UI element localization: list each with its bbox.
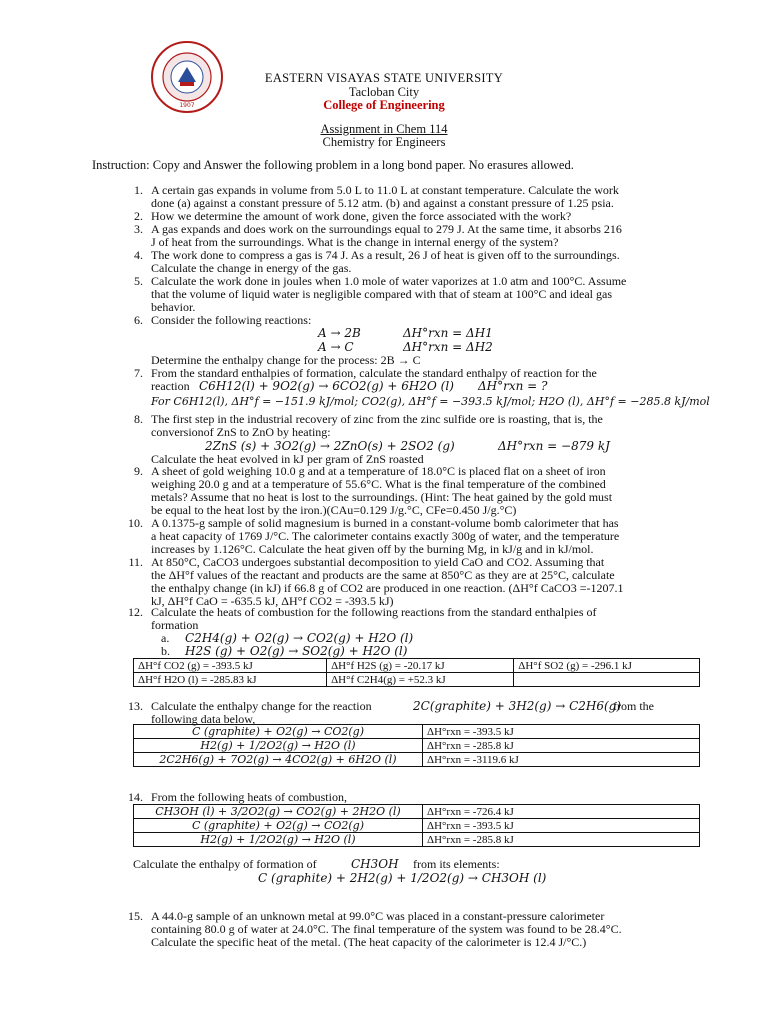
heats-of-combustion-table: [133, 804, 700, 847]
formation-data: For C6H12(l), ΔH°f = −151.9 kJ/mol; CO2(g), ΔH°f = −393.5 kJ/mol; H2O (l), ΔH°f = −285.8 kJ/mol: [151, 395, 710, 408]
table-row: ΔH°f H2O (l) = -285.83 kJ ΔH°f C2H4(g) = +52.3 kJ: [134, 673, 700, 687]
document-page: 1907 EASTERN VISAYAS STATE UNIVERSITY Tacloban City College of Engineering Assignment in Chem 114 Chemistry for Engineers Instruction: Copy and Answer the following problem in a long bond paper. No erasures allowed. 1. A certain gas expands in volume from 5.0 L to 11.0 L at constant temperature. Calculate the work done (a) against a constant pressure of 5.12 atm. (b) and against a constant pressure of 1.25 psia. 2. How we determine the amount of work done, given the force associated with the work? 3. A gas expands and does work on the surroundings equal to 279 J. At the same time, it absorbs 216 J of heat from the surroundings. What is the change in internal energy of the system? 4. The work done to compress a gas is 74 J. As a result, 26 J of heat is given off to the surroundings. Calculate the change in energy of the gas. 5. Calculate the work done in joules when 1.0 mole of water vaporizes at 1.0 atm and 100°C. Assume that the volume of liquid water is negligible compared with that of steam at 100°C and ideal gas behavior. 6. Consider the following reactions: A → 2B ΔH°rxn = ΔH1 A → C ΔH°rxn = ΔH2 Determine the enthalpy change for the process: 2B → C 7. From the standard enthalpies of formation, calculate the standard enthalpy of reaction for the reaction C6H12(l) + 9O2(g) → 6CO2(g) + 6H2O (l) ΔH°rxn = ? For C6H12(l), ΔH°f = −151.9 kJ/mol; CO2(g), ΔH°f = −393.5 kJ/mol; H2O (l), ΔH°f = −285.8 kJ/mol 8. The first step in the industrial recovery of zinc from the zinc sulfide ore is roasting, that is, the conversionof ZnS to ZnO by heating: 2ZnS (s) + 3O2(g) → 2ZnO(s) + 2SO2 (g) ΔH°rxn = −879 kJ Calculate the heat evolved in kJ per gram of ZnS roasted 9. A sheet of gold weighing 10.0 g and at a temperature of 18.0°C is placed flat on a sheet of iron weighing 20.0 g and at a temperature of 55.6°C. What is the final temperature of the combined metals? Assume that no heat is lost to the surroundings. (Hint: The heat gained by the gold must be equal to the heat lost by the iron.)(CAu=0.129 J/g.°C, CFe=0.450 J/g.°C) 10. A 0.1375-g sample of solid magnesium is burned in a constant-volume bomb calorimeter that has a heat capacity of 1769 J/°C. The calorimeter contains exactly 300g of water, and the temperature increases by 1.126°C. Calculate the heat given off by the burning Mg, in kJ/g and in kJ/mol. 11. At 850°C, CaCO3 undergoes substantial decomposition to yield CaO and CO2. Assuming that the ΔH°f values of the reactant and products are the same at 850°C as they are at 25°C, calculate the enthalpy change (in kJ) if 66.8 g of CO2 are produced in one reaction. (ΔH°f CaCO3 =-1207.1 kJ, ΔH°f CaO = -635.5 kJ, ΔH°f CO2 = -393.5 kJ) 12. Calculate the heats of combustion for the following reactions from the standard enthalpies of formation a. C2H4(g) + O2(g) → CO2(g) + H2O (l) b. H2S (g) + O2(g) → SO2(g) + H2O (l) ΔH°f CO2 (g) = -393.5 kJ ΔH°f H2S (g) = -20.17 kJ ΔH°f SO2 (g) = -296.1 kJ ΔH°f H2O (l) = -285.83 kJ ΔH°f C2H4(g) = +52.3 kJ 13. Calculate the enthalpy change for the reaction 2C(graphite) + 3H2(g) → C2H6(g) from the following data below, C (graphite) + O2(g) → CO2(g) ΔH°rxn = -393.5 kJ H2(g) + 1/2O2(g) → H2O (l) ΔH°rxn = -285.8 kJ 2C2H6(g) + 7O2(g) → 4CO2(g) + 6H2O (l) ΔH°rxn = -3119.6 kJ 14. From the following heats of combustion, CH3OH (l) + 3/2O2(g) → CO2(g) + 2H2O (l) ΔH°rxn = -726.4 kJ C (graphite) + O2(g) → CO2(g) ΔH°rxn = -393.5 kJ H2(g) + 1/2O2(g) → H2O (l) ΔH°rxn = -285.8 kJ Calculate the enthalpy of formation of CH3OH from its elements: C (graphite) + 2H2(g) + 1/2O2(g) → CH3OH (l) 15. A 44.0-g sample of an unknown metal at 99.0°C was placed in a constant-pressure calorimeter containing 80.0 g of water at 24.0°C. The final temperature of the system was found to be 28.4°C. Calculate the specific heat of the metal. (The heat capacity of the calorimeter is 12.4 J/°C.): [0, 0, 768, 1024]
instruction-text: Instruction: Copy and Answer the following problem in a long bond paper. No erasures allowed.: [92, 158, 574, 172]
assignment-title: Assignment in Chem 114: [320, 122, 448, 136]
table-row: C (graphite) + O2(g) → CO2(g) ΔH°rxn = -393.5 kJ: [134, 819, 700, 833]
table-row: C (graphite) + O2(g) → CO2(g) ΔH°rxn = -393.5 kJ: [134, 725, 700, 739]
table-row: H2(g) + 1/2O2(g) → H2O (l) ΔH°rxn = -285.8 kJ: [134, 833, 700, 847]
table-row: ΔH°f CO2 (g) = -393.5 kJ ΔH°f H2S (g) = -20.17 kJ ΔH°f SO2 (g) = -296.1 kJ: [134, 659, 700, 673]
reaction-equation: A → 2B: [318, 326, 361, 340]
university-name: EASTERN VISAYAS STATE UNIVERSITY: [264, 71, 504, 85]
reaction-equation: 2ZnS (s) + 3O2(g) → 2ZnO(s) + 2SO2 (g): [205, 439, 455, 453]
enthalpy-equation: ΔH°rxn = ?: [478, 379, 548, 393]
table-row: CH3OH (l) + 3/2O2(g) → CO2(g) + 2H2O (l) ΔH°rxn = -726.4 kJ: [134, 805, 700, 819]
reaction-equation: 2C(graphite) + 3H2(g) → C2H6(g): [413, 699, 622, 713]
reaction-equation: C (graphite) + 2H2(g) + 1/2O2(g) → CH3OH (l): [258, 871, 547, 885]
combustion-data-table: [133, 724, 700, 767]
reaction-equation: C2H4(g) + O2(g) → CO2(g) + H2O (l): [185, 631, 414, 645]
species-formula: CH3OH: [351, 857, 399, 871]
reaction-equation: A → C: [318, 340, 354, 354]
city-name: Tacloban City: [348, 85, 420, 99]
reaction-equation: H2S (g) + O2(g) → SO2(g) + H2O (l): [185, 644, 408, 658]
formation-enthalpy-table: [133, 658, 700, 687]
reaction-equation: C6H12(l) + 9O2(g) → 6CO2(g) + 6H2O (l): [199, 379, 454, 393]
subject-title: Chemistry for Engineers: [322, 135, 446, 149]
table-row: H2(g) + 1/2O2(g) → H2O (l) ΔH°rxn = -285.8 kJ: [134, 739, 700, 753]
college-name: College of Engineering: [323, 98, 445, 112]
enthalpy-equation: ΔH°rxn = ΔH1: [403, 326, 493, 340]
table-row: 2C2H6(g) + 7O2(g) → 4CO2(g) + 6H2O (l) ΔH°rxn = -3119.6 kJ: [134, 753, 700, 767]
enthalpy-equation: ΔH°rxn = −879 kJ: [498, 439, 610, 453]
enthalpy-equation: ΔH°rxn = ΔH2: [403, 340, 493, 354]
seal-year: 1907: [179, 102, 195, 109]
